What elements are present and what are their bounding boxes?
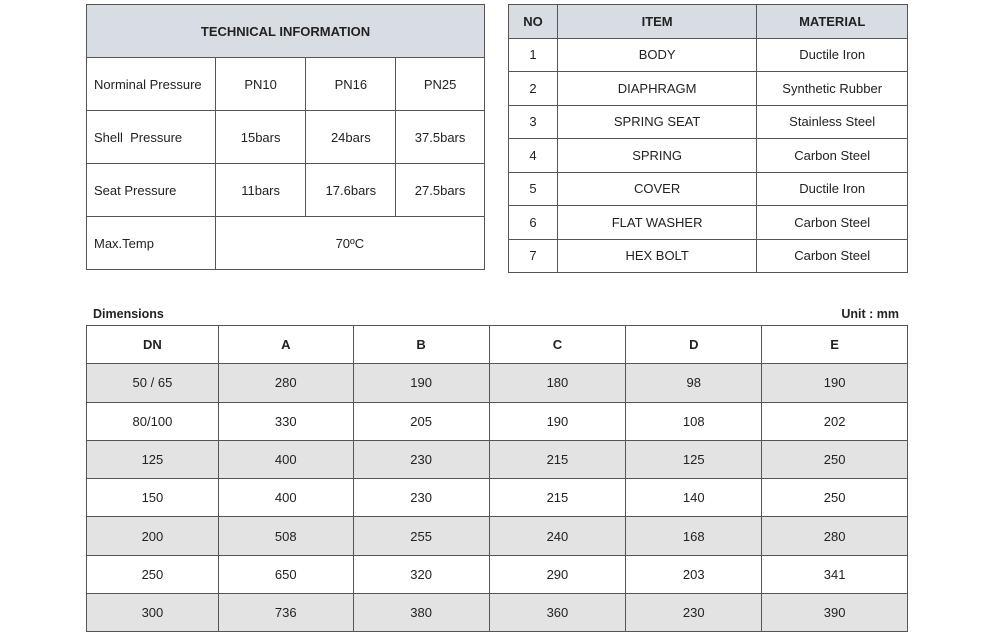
table-row xyxy=(509,139,908,173)
dimensions-title: Dimensions xyxy=(93,307,164,321)
technical-information-table xyxy=(86,4,485,270)
cell: 215 xyxy=(489,440,626,478)
cell: 168 xyxy=(626,517,762,555)
part-number: 6 xyxy=(509,206,558,240)
cell: 300 xyxy=(87,594,219,632)
table-row xyxy=(87,479,908,517)
cell: 240 xyxy=(489,517,626,555)
part-item: HEX BOLT xyxy=(557,239,756,273)
cell: 27.5bars xyxy=(396,164,485,217)
cell: 205 xyxy=(353,402,489,440)
cell: 508 xyxy=(218,517,353,555)
table-row xyxy=(509,172,908,206)
dimensions-table xyxy=(86,325,908,632)
table-row xyxy=(87,111,485,164)
part-number: 4 xyxy=(509,139,558,173)
cell: PN10 xyxy=(215,58,306,111)
cell: 190 xyxy=(489,402,626,440)
part-material: Synthetic Rubber xyxy=(757,72,908,106)
cell: 190 xyxy=(762,364,908,402)
cell: 230 xyxy=(626,594,762,632)
part-number: 1 xyxy=(509,38,558,72)
part-item: BODY xyxy=(557,38,756,72)
part-material: Stainless Steel xyxy=(757,105,908,139)
cell: 37.5bars xyxy=(396,111,485,164)
part-material: Ductile Iron xyxy=(757,38,908,72)
column-header: MATERIAL xyxy=(757,5,908,39)
parts-material-table xyxy=(508,4,908,273)
row-label: Seat Pressure xyxy=(87,164,216,217)
table-row xyxy=(87,164,485,217)
table-row xyxy=(509,239,908,273)
table-header-row xyxy=(509,5,908,39)
cell: PN25 xyxy=(396,58,485,111)
cell: 108 xyxy=(626,402,762,440)
max-temp-value: 70ºC xyxy=(215,217,484,270)
column-header: D xyxy=(626,326,762,364)
table-row xyxy=(87,555,908,593)
cell: 280 xyxy=(218,364,353,402)
column-header: C xyxy=(489,326,626,364)
cell: 150 xyxy=(87,479,219,517)
cell: 290 xyxy=(489,555,626,593)
table-row xyxy=(87,217,485,270)
table-row xyxy=(87,58,485,111)
cell: 330 xyxy=(218,402,353,440)
part-material: Carbon Steel xyxy=(757,139,908,173)
table-row xyxy=(509,72,908,106)
cell: 203 xyxy=(626,555,762,593)
cell: 180 xyxy=(489,364,626,402)
part-item: FLAT WASHER xyxy=(557,206,756,240)
cell: 24bars xyxy=(306,111,396,164)
part-item: DIAPHRAGM xyxy=(557,72,756,106)
column-header: ITEM xyxy=(557,5,756,39)
cell: 50 / 65 xyxy=(87,364,219,402)
cell: 125 xyxy=(87,440,219,478)
part-material: Carbon Steel xyxy=(757,239,908,273)
table-row xyxy=(87,517,908,555)
cell: 11bars xyxy=(215,164,306,217)
cell: 215 xyxy=(489,479,626,517)
cell: PN16 xyxy=(306,58,396,111)
cell: 250 xyxy=(87,555,219,593)
column-header: B xyxy=(353,326,489,364)
cell: 125 xyxy=(626,440,762,478)
cell: 230 xyxy=(353,479,489,517)
cell: 400 xyxy=(218,479,353,517)
cell: 320 xyxy=(353,555,489,593)
cell: 200 xyxy=(87,517,219,555)
part-material: Ductile Iron xyxy=(757,172,908,206)
column-header: A xyxy=(218,326,353,364)
part-item: SPRING xyxy=(557,139,756,173)
part-number: 3 xyxy=(509,105,558,139)
column-header: E xyxy=(762,326,908,364)
table-row xyxy=(87,594,908,632)
cell: 390 xyxy=(762,594,908,632)
table-row xyxy=(87,440,908,478)
cell: 280 xyxy=(762,517,908,555)
column-header: DN xyxy=(87,326,219,364)
cell: 360 xyxy=(489,594,626,632)
cell: 140 xyxy=(626,479,762,517)
cell: 190 xyxy=(353,364,489,402)
part-material: Carbon Steel xyxy=(757,206,908,240)
part-item: SPRING SEAT xyxy=(557,105,756,139)
row-label: Norminal Pressure xyxy=(87,58,216,111)
part-number: 7 xyxy=(509,239,558,273)
table-row xyxy=(87,364,908,402)
table-row xyxy=(87,402,908,440)
cell: 202 xyxy=(762,402,908,440)
cell: 400 xyxy=(218,440,353,478)
row-label: Max.Temp xyxy=(87,217,216,270)
cell: 380 xyxy=(353,594,489,632)
cell: 98 xyxy=(626,364,762,402)
cell: 230 xyxy=(353,440,489,478)
table-row xyxy=(509,105,908,139)
row-label: Shell Pressure xyxy=(87,111,216,164)
cell: 80/100 xyxy=(87,402,219,440)
part-number: 2 xyxy=(509,72,558,106)
cell: 250 xyxy=(762,479,908,517)
cell: 736 xyxy=(218,594,353,632)
cell: 255 xyxy=(353,517,489,555)
column-header: NO xyxy=(509,5,558,39)
cell: 341 xyxy=(762,555,908,593)
dimensions-unit: Unit : mm xyxy=(841,307,899,321)
cell: 15bars xyxy=(215,111,306,164)
part-number: 5 xyxy=(509,172,558,206)
cell: 250 xyxy=(762,440,908,478)
cell: 650 xyxy=(218,555,353,593)
table-row xyxy=(509,206,908,240)
table-header-row xyxy=(87,326,908,364)
cell: 17.6bars xyxy=(306,164,396,217)
technical-information-title: TECHNICAL INFORMATION xyxy=(87,5,485,58)
part-item: COVER xyxy=(557,172,756,206)
table-row xyxy=(509,38,908,72)
